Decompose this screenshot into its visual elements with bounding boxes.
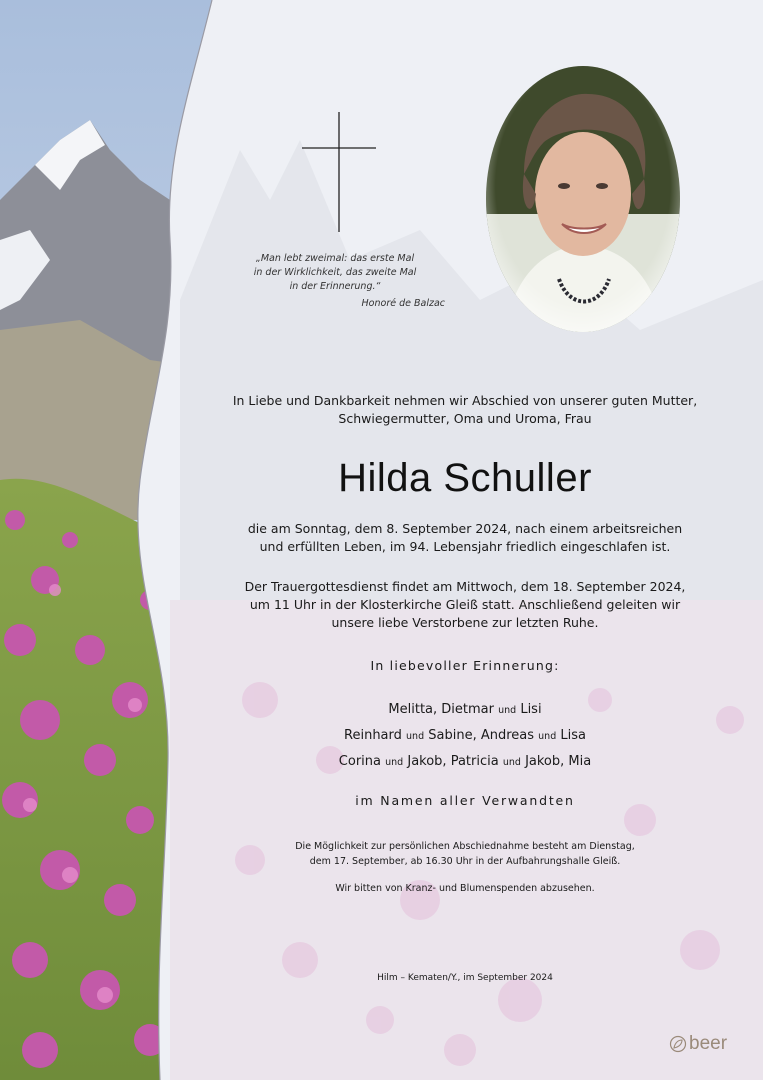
family-row [205, 749, 725, 775]
logo-text: beer [689, 1033, 728, 1054]
intro-line: Schwiegermutter, Oma und Uroma, Frau [338, 411, 592, 426]
farewell-line: Die Möglichkeit zur persönlichen Abschiednahme besteht am Dienstag, [295, 841, 635, 852]
memory-heading: In liebevoller Erinnerung: [370, 658, 560, 673]
death-notice [205, 520, 725, 556]
wreath-note: Wir bitten von Kranz- und Blumenspenden abzusehen. [335, 883, 595, 894]
family-names: Lisa [560, 728, 586, 743]
and-word: und [538, 731, 557, 742]
service-line: um 11 Uhr in der Klosterkirche Gleiß statt. Anschließend geleiten wir [249, 597, 681, 612]
family-names: Corina [338, 754, 381, 769]
place-date: Hilm – Kematen/Y., im September 2024 [377, 973, 553, 983]
and-word: und [406, 731, 425, 742]
death-notice-line: und erfüllten Leben, im 94. Lebensjahr friedlich eingeschlafen ist. [259, 539, 671, 554]
family-names: Jakob, Mia [525, 754, 592, 769]
family-list [205, 697, 725, 775]
farewell-info [205, 839, 725, 869]
and-word: und [385, 757, 404, 768]
portrait-photo [484, 64, 682, 334]
family-names: Jakob, Patricia [407, 754, 499, 769]
quote-line: „Man lebt zweimal: das erste Mal [255, 253, 415, 264]
quote-line: in der Erinnerung.“ [289, 281, 381, 292]
quote-author: Honoré de Balzac [361, 298, 445, 309]
beer-logo [669, 1032, 727, 1056]
quote [225, 252, 445, 311]
family-names: Reinhard [344, 728, 402, 743]
family-names: Melitta, Dietmar [388, 702, 494, 717]
quote-line: in der Wirklichkeit, das zweite Mal [253, 267, 417, 278]
cross-icon [300, 112, 378, 232]
family-names: Lisi [520, 702, 542, 717]
funeral-service-info [205, 578, 725, 632]
intro-line: In Liebe und Dankbarkeit nehmen wir Abschied von unserer guten Mutter, [232, 393, 698, 408]
and-word: und [502, 757, 521, 768]
family-row [205, 723, 725, 749]
death-notice-line: die am Sonntag, dem 8. September 2024, nach einem arbeitsreichen [247, 521, 683, 536]
leaf-logo-icon [669, 1035, 687, 1053]
service-line: unsere liebe Verstorbene zur letzten Ruhe. [331, 615, 599, 630]
family-names: Sabine, Andreas [428, 728, 535, 743]
relatives-line: im Namen aller Verwandten [355, 793, 575, 808]
service-line: Der Trauergottesdienst findet am Mittwoch, dem 18. September 2024, [244, 579, 686, 594]
deceased-name: Hilda Schuller [338, 456, 592, 500]
and-word: und [498, 705, 517, 716]
family-row [205, 697, 725, 723]
farewell-line: dem 17. September, ab 16.30 Uhr in der Aufbahrungshalle Gleiß. [309, 856, 621, 867]
intro-text [205, 392, 725, 428]
